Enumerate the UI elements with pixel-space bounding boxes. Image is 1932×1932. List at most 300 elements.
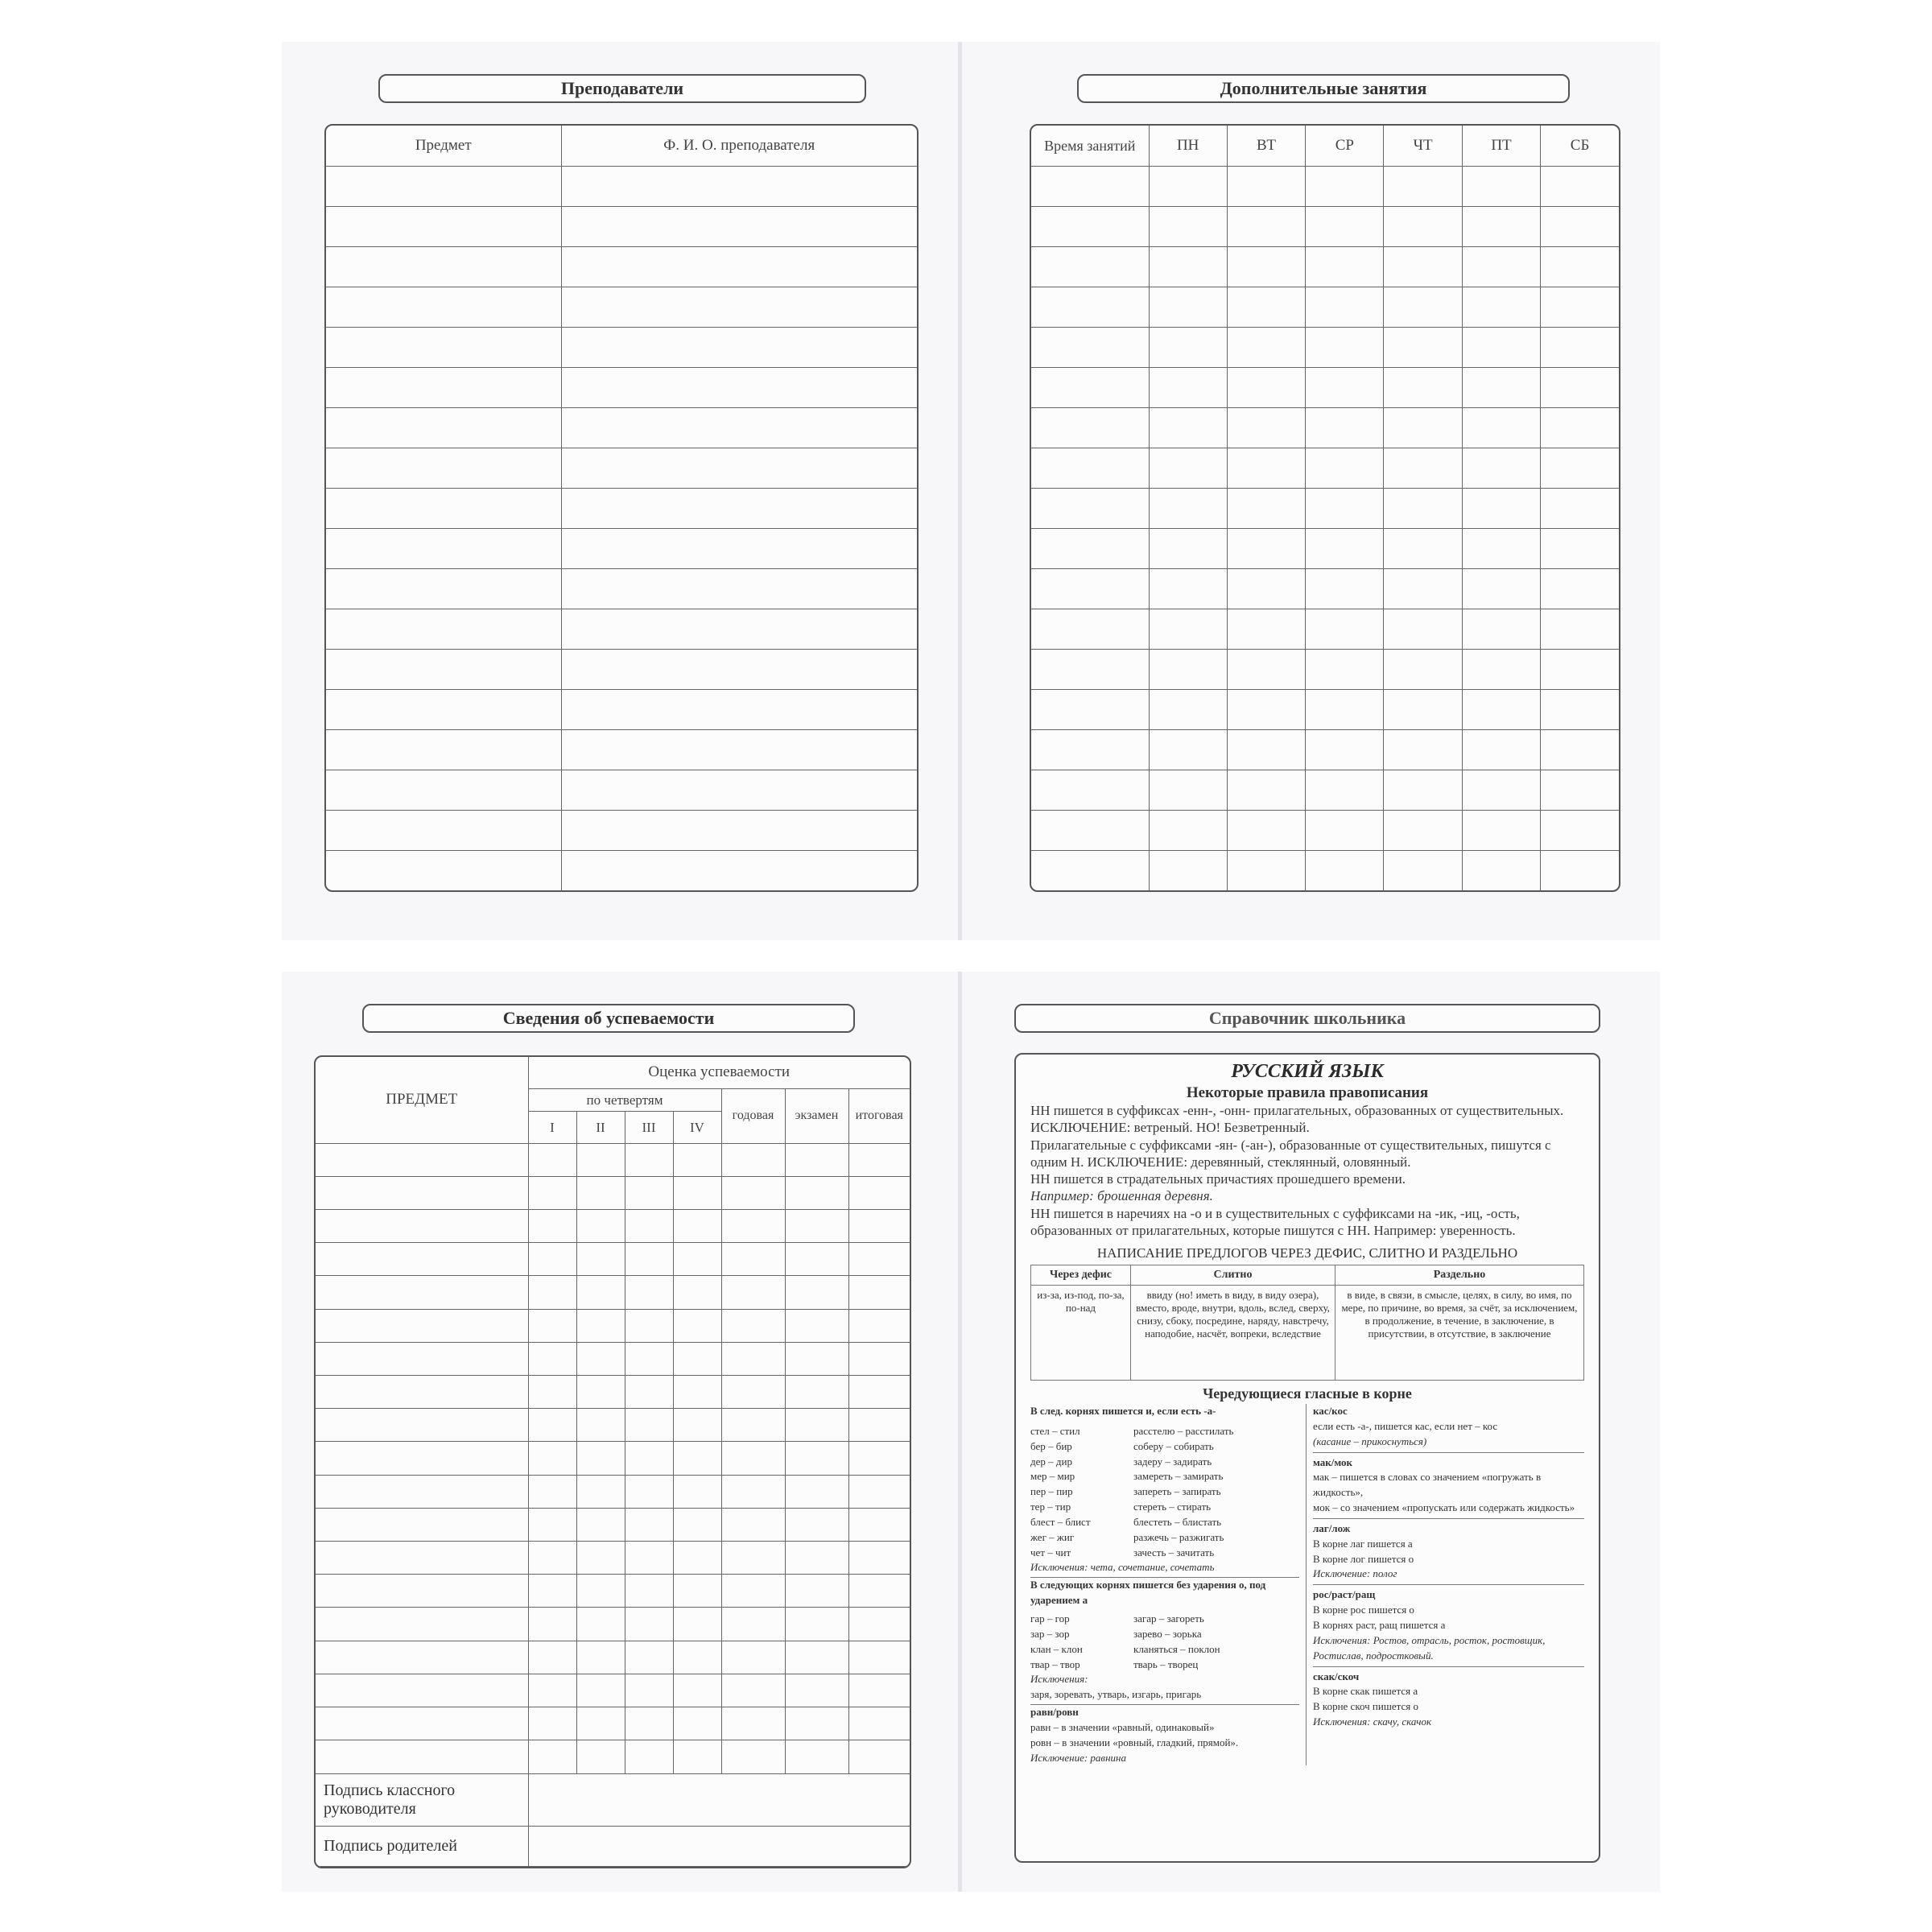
table-cell[interactable] bbox=[528, 1210, 576, 1243]
table-cell[interactable] bbox=[673, 1176, 721, 1209]
table-cell[interactable] bbox=[848, 1176, 910, 1209]
table-cell[interactable] bbox=[1462, 327, 1540, 367]
table-cell[interactable] bbox=[326, 206, 561, 246]
table-cell[interactable] bbox=[673, 1475, 721, 1508]
table-cell[interactable] bbox=[528, 1176, 576, 1209]
table-cell[interactable] bbox=[721, 1575, 785, 1608]
table-cell[interactable] bbox=[721, 1674, 785, 1707]
table-cell[interactable] bbox=[625, 1575, 673, 1608]
table-cell[interactable] bbox=[625, 1442, 673, 1475]
table-cell[interactable] bbox=[1462, 287, 1540, 327]
table-cell[interactable] bbox=[1031, 206, 1149, 246]
table-cell[interactable] bbox=[673, 1243, 721, 1276]
table-cell[interactable] bbox=[326, 246, 561, 287]
table-cell[interactable] bbox=[721, 1309, 785, 1342]
table-cell[interactable] bbox=[1384, 448, 1462, 488]
table-cell[interactable] bbox=[721, 1608, 785, 1641]
table-cell[interactable] bbox=[528, 1143, 576, 1176]
table-cell[interactable] bbox=[1031, 729, 1149, 770]
table-cell[interactable] bbox=[848, 1674, 910, 1707]
table-cell[interactable] bbox=[1149, 407, 1227, 448]
table-cell[interactable] bbox=[561, 367, 917, 407]
table-cell[interactable] bbox=[721, 1210, 785, 1243]
table-cell[interactable] bbox=[1462, 528, 1540, 568]
table-cell[interactable] bbox=[1462, 407, 1540, 448]
table-cell[interactable] bbox=[316, 1210, 528, 1243]
table-cell[interactable] bbox=[1227, 528, 1305, 568]
table-cell[interactable] bbox=[576, 1309, 625, 1342]
table-cell[interactable] bbox=[528, 1542, 576, 1575]
table-cell[interactable] bbox=[576, 1542, 625, 1575]
table-cell[interactable] bbox=[1031, 850, 1149, 890]
table-cell[interactable] bbox=[1462, 568, 1540, 609]
table-cell[interactable] bbox=[316, 1674, 528, 1707]
table-cell[interactable] bbox=[1462, 729, 1540, 770]
table-cell[interactable] bbox=[1541, 568, 1619, 609]
table-cell[interactable] bbox=[848, 1740, 910, 1773]
table-cell[interactable] bbox=[673, 1143, 721, 1176]
sign-teacher-field[interactable] bbox=[528, 1773, 910, 1827]
table-cell[interactable] bbox=[1541, 729, 1619, 770]
table-cell[interactable] bbox=[1462, 367, 1540, 407]
table-cell[interactable] bbox=[1227, 327, 1305, 367]
table-cell[interactable] bbox=[1227, 367, 1305, 407]
table-cell[interactable] bbox=[1306, 810, 1384, 850]
table-cell[interactable] bbox=[326, 649, 561, 689]
table-cell[interactable] bbox=[1384, 367, 1462, 407]
table-cell[interactable] bbox=[625, 1740, 673, 1773]
table-cell[interactable] bbox=[1541, 166, 1619, 206]
table-cell[interactable] bbox=[1306, 166, 1384, 206]
table-cell[interactable] bbox=[1541, 407, 1619, 448]
table-cell[interactable] bbox=[576, 1342, 625, 1375]
table-cell[interactable] bbox=[1384, 246, 1462, 287]
table-cell[interactable] bbox=[528, 1740, 576, 1773]
table-cell[interactable] bbox=[785, 1309, 848, 1342]
table-cell[interactable] bbox=[1384, 850, 1462, 890]
table-cell[interactable] bbox=[1306, 327, 1384, 367]
table-cell[interactable] bbox=[1306, 649, 1384, 689]
table-cell[interactable] bbox=[721, 1342, 785, 1375]
table-cell[interactable] bbox=[1149, 287, 1227, 327]
table-cell[interactable] bbox=[1031, 810, 1149, 850]
table-cell[interactable] bbox=[848, 1641, 910, 1674]
table-cell[interactable] bbox=[1031, 407, 1149, 448]
table-cell[interactable] bbox=[1541, 609, 1619, 649]
table-cell[interactable] bbox=[848, 1475, 910, 1508]
table-cell[interactable] bbox=[561, 246, 917, 287]
table-cell[interactable] bbox=[1031, 287, 1149, 327]
table-cell[interactable] bbox=[1541, 287, 1619, 327]
table-cell[interactable] bbox=[721, 1409, 785, 1442]
table-cell[interactable] bbox=[316, 1143, 528, 1176]
table-cell[interactable] bbox=[625, 1641, 673, 1674]
table-cell[interactable] bbox=[326, 729, 561, 770]
table-cell[interactable] bbox=[625, 1707, 673, 1740]
table-cell[interactable] bbox=[326, 166, 561, 206]
table-cell[interactable] bbox=[576, 1409, 625, 1442]
table-cell[interactable] bbox=[1149, 770, 1227, 810]
table-cell[interactable] bbox=[1541, 448, 1619, 488]
table-cell[interactable] bbox=[1541, 810, 1619, 850]
table-cell[interactable] bbox=[316, 1608, 528, 1641]
table-cell[interactable] bbox=[1031, 689, 1149, 729]
table-cell[interactable] bbox=[1149, 327, 1227, 367]
table-cell[interactable] bbox=[1227, 568, 1305, 609]
table-cell[interactable] bbox=[1384, 206, 1462, 246]
table-cell[interactable] bbox=[326, 528, 561, 568]
table-cell[interactable] bbox=[326, 367, 561, 407]
table-cell[interactable] bbox=[528, 1309, 576, 1342]
table-cell[interactable] bbox=[721, 1740, 785, 1773]
table-cell[interactable] bbox=[1149, 528, 1227, 568]
table-cell[interactable] bbox=[785, 1707, 848, 1740]
table-cell[interactable] bbox=[528, 1442, 576, 1475]
table-cell[interactable] bbox=[561, 407, 917, 448]
table-cell[interactable] bbox=[785, 1674, 848, 1707]
table-cell[interactable] bbox=[316, 1575, 528, 1608]
table-cell[interactable] bbox=[785, 1176, 848, 1209]
table-cell[interactable] bbox=[576, 1641, 625, 1674]
table-cell[interactable] bbox=[1306, 850, 1384, 890]
table-cell[interactable] bbox=[1227, 649, 1305, 689]
table-cell[interactable] bbox=[1462, 850, 1540, 890]
table-cell[interactable] bbox=[625, 1674, 673, 1707]
table-cell[interactable] bbox=[625, 1608, 673, 1641]
table-cell[interactable] bbox=[721, 1276, 785, 1309]
table-cell[interactable] bbox=[721, 1707, 785, 1740]
table-cell[interactable] bbox=[1031, 367, 1149, 407]
table-cell[interactable] bbox=[848, 1276, 910, 1309]
table-cell[interactable] bbox=[1462, 488, 1540, 528]
table-cell[interactable] bbox=[1462, 246, 1540, 287]
table-cell[interactable] bbox=[326, 488, 561, 528]
table-cell[interactable] bbox=[1306, 689, 1384, 729]
table-cell[interactable] bbox=[1541, 246, 1619, 287]
table-cell[interactable] bbox=[1541, 488, 1619, 528]
table-cell[interactable] bbox=[1384, 770, 1462, 810]
table-cell[interactable] bbox=[316, 1442, 528, 1475]
table-cell[interactable] bbox=[1149, 810, 1227, 850]
table-cell[interactable] bbox=[561, 448, 917, 488]
table-cell[interactable] bbox=[848, 1508, 910, 1541]
table-cell[interactable] bbox=[326, 770, 561, 810]
table-cell[interactable] bbox=[561, 729, 917, 770]
table-cell[interactable] bbox=[625, 1143, 673, 1176]
table-cell[interactable] bbox=[326, 407, 561, 448]
table-cell[interactable] bbox=[576, 1575, 625, 1608]
table-cell[interactable] bbox=[785, 1475, 848, 1508]
table-cell[interactable] bbox=[561, 166, 917, 206]
table-cell[interactable] bbox=[528, 1508, 576, 1541]
table-cell[interactable] bbox=[528, 1475, 576, 1508]
table-cell[interactable] bbox=[561, 327, 917, 367]
table-cell[interactable] bbox=[1031, 528, 1149, 568]
table-cell[interactable] bbox=[1384, 729, 1462, 770]
table-cell[interactable] bbox=[316, 1243, 528, 1276]
table-cell[interactable] bbox=[576, 1707, 625, 1740]
table-cell[interactable] bbox=[1462, 166, 1540, 206]
table-cell[interactable] bbox=[561, 206, 917, 246]
table-cell[interactable] bbox=[848, 1542, 910, 1575]
table-cell[interactable] bbox=[528, 1276, 576, 1309]
table-cell[interactable] bbox=[1227, 488, 1305, 528]
table-cell[interactable] bbox=[673, 1442, 721, 1475]
table-cell[interactable] bbox=[721, 1442, 785, 1475]
table-cell[interactable] bbox=[673, 1542, 721, 1575]
table-cell[interactable] bbox=[316, 1641, 528, 1674]
table-cell[interactable] bbox=[1306, 609, 1384, 649]
table-cell[interactable] bbox=[316, 1309, 528, 1342]
table-cell[interactable] bbox=[1306, 367, 1384, 407]
table-cell[interactable] bbox=[576, 1608, 625, 1641]
table-cell[interactable] bbox=[1306, 287, 1384, 327]
table-cell[interactable] bbox=[1462, 649, 1540, 689]
table-cell[interactable] bbox=[1149, 448, 1227, 488]
table-cell[interactable] bbox=[1384, 166, 1462, 206]
table-cell[interactable] bbox=[1031, 166, 1149, 206]
table-cell[interactable] bbox=[673, 1575, 721, 1608]
table-cell[interactable] bbox=[561, 649, 917, 689]
table-cell[interactable] bbox=[1227, 206, 1305, 246]
table-cell[interactable] bbox=[326, 850, 561, 890]
table-cell[interactable] bbox=[576, 1143, 625, 1176]
table-cell[interactable] bbox=[785, 1542, 848, 1575]
table-cell[interactable] bbox=[1541, 327, 1619, 367]
table-cell[interactable] bbox=[1306, 528, 1384, 568]
table-cell[interactable] bbox=[1306, 568, 1384, 609]
table-cell[interactable] bbox=[1541, 770, 1619, 810]
table-cell[interactable] bbox=[721, 1542, 785, 1575]
table-cell[interactable] bbox=[1306, 770, 1384, 810]
table-cell[interactable] bbox=[785, 1608, 848, 1641]
table-cell[interactable] bbox=[1227, 729, 1305, 770]
table-cell[interactable] bbox=[785, 1210, 848, 1243]
table-cell[interactable] bbox=[1462, 770, 1540, 810]
table-cell[interactable] bbox=[1306, 407, 1384, 448]
table-cell[interactable] bbox=[673, 1707, 721, 1740]
table-cell[interactable] bbox=[1384, 609, 1462, 649]
table-cell[interactable] bbox=[1149, 246, 1227, 287]
table-cell[interactable] bbox=[625, 1342, 673, 1375]
table-cell[interactable] bbox=[1306, 488, 1384, 528]
table-cell[interactable] bbox=[721, 1508, 785, 1541]
table-cell[interactable] bbox=[576, 1475, 625, 1508]
table-cell[interactable] bbox=[576, 1674, 625, 1707]
table-cell[interactable] bbox=[1031, 609, 1149, 649]
table-cell[interactable] bbox=[561, 488, 917, 528]
table-cell[interactable] bbox=[1149, 850, 1227, 890]
table-cell[interactable] bbox=[576, 1276, 625, 1309]
table-cell[interactable] bbox=[848, 1707, 910, 1740]
table-cell[interactable] bbox=[1031, 649, 1149, 689]
table-cell[interactable] bbox=[1462, 689, 1540, 729]
table-cell[interactable] bbox=[848, 1342, 910, 1375]
table-cell[interactable] bbox=[673, 1641, 721, 1674]
table-cell[interactable] bbox=[721, 1376, 785, 1409]
table-cell[interactable] bbox=[1031, 327, 1149, 367]
table-cell[interactable] bbox=[561, 287, 917, 327]
table-cell[interactable] bbox=[576, 1243, 625, 1276]
table-cell[interactable] bbox=[576, 1508, 625, 1541]
table-cell[interactable] bbox=[528, 1707, 576, 1740]
table-cell[interactable] bbox=[1031, 448, 1149, 488]
table-cell[interactable] bbox=[848, 1608, 910, 1641]
table-cell[interactable] bbox=[1462, 810, 1540, 850]
table-cell[interactable] bbox=[1306, 246, 1384, 287]
table-cell[interactable] bbox=[785, 1575, 848, 1608]
table-cell[interactable] bbox=[576, 1442, 625, 1475]
table-cell[interactable] bbox=[316, 1376, 528, 1409]
table-cell[interactable] bbox=[785, 1243, 848, 1276]
table-cell[interactable] bbox=[1541, 367, 1619, 407]
table-cell[interactable] bbox=[326, 609, 561, 649]
table-cell[interactable] bbox=[316, 1707, 528, 1740]
table-cell[interactable] bbox=[673, 1674, 721, 1707]
table-cell[interactable] bbox=[528, 1243, 576, 1276]
table-cell[interactable] bbox=[576, 1376, 625, 1409]
table-cell[interactable] bbox=[673, 1508, 721, 1541]
table-cell[interactable] bbox=[1306, 448, 1384, 488]
table-cell[interactable] bbox=[673, 1342, 721, 1375]
table-cell[interactable] bbox=[561, 850, 917, 890]
table-cell[interactable] bbox=[785, 1342, 848, 1375]
table-cell[interactable] bbox=[1227, 166, 1305, 206]
table-cell[interactable] bbox=[326, 689, 561, 729]
table-cell[interactable] bbox=[576, 1210, 625, 1243]
table-cell[interactable] bbox=[848, 1442, 910, 1475]
table-cell[interactable] bbox=[848, 1409, 910, 1442]
table-cell[interactable] bbox=[848, 1376, 910, 1409]
table-cell[interactable] bbox=[721, 1143, 785, 1176]
table-cell[interactable] bbox=[576, 1740, 625, 1773]
table-cell[interactable] bbox=[721, 1475, 785, 1508]
table-cell[interactable] bbox=[785, 1740, 848, 1773]
table-cell[interactable] bbox=[528, 1342, 576, 1375]
table-cell[interactable] bbox=[326, 568, 561, 609]
table-cell[interactable] bbox=[1149, 568, 1227, 609]
table-cell[interactable] bbox=[561, 810, 917, 850]
table-cell[interactable] bbox=[326, 448, 561, 488]
table-cell[interactable] bbox=[1462, 609, 1540, 649]
table-cell[interactable] bbox=[528, 1376, 576, 1409]
table-cell[interactable] bbox=[561, 528, 917, 568]
table-cell[interactable] bbox=[1031, 568, 1149, 609]
table-cell[interactable] bbox=[561, 689, 917, 729]
table-cell[interactable] bbox=[1227, 287, 1305, 327]
table-cell[interactable] bbox=[625, 1276, 673, 1309]
table-cell[interactable] bbox=[721, 1176, 785, 1209]
table-cell[interactable] bbox=[528, 1641, 576, 1674]
table-cell[interactable] bbox=[561, 609, 917, 649]
table-cell[interactable] bbox=[1541, 689, 1619, 729]
table-cell[interactable] bbox=[1462, 206, 1540, 246]
table-cell[interactable] bbox=[673, 1409, 721, 1442]
table-cell[interactable] bbox=[848, 1143, 910, 1176]
table-cell[interactable] bbox=[848, 1309, 910, 1342]
table-cell[interactable] bbox=[721, 1243, 785, 1276]
table-cell[interactable] bbox=[528, 1575, 576, 1608]
table-cell[interactable] bbox=[1149, 689, 1227, 729]
table-cell[interactable] bbox=[1541, 649, 1619, 689]
table-cell[interactable] bbox=[673, 1309, 721, 1342]
table-cell[interactable] bbox=[1227, 850, 1305, 890]
table-cell[interactable] bbox=[316, 1176, 528, 1209]
table-cell[interactable] bbox=[1149, 729, 1227, 770]
table-cell[interactable] bbox=[528, 1409, 576, 1442]
table-cell[interactable] bbox=[785, 1508, 848, 1541]
table-cell[interactable] bbox=[316, 1342, 528, 1375]
table-cell[interactable] bbox=[1541, 206, 1619, 246]
table-cell[interactable] bbox=[528, 1608, 576, 1641]
table-cell[interactable] bbox=[1149, 367, 1227, 407]
sign-parents-field[interactable] bbox=[528, 1827, 910, 1867]
table-cell[interactable] bbox=[625, 1409, 673, 1442]
table-cell[interactable] bbox=[326, 810, 561, 850]
table-cell[interactable] bbox=[625, 1376, 673, 1409]
table-cell[interactable] bbox=[1384, 528, 1462, 568]
table-cell[interactable] bbox=[785, 1376, 848, 1409]
table-cell[interactable] bbox=[848, 1243, 910, 1276]
table-cell[interactable] bbox=[848, 1575, 910, 1608]
table-cell[interactable] bbox=[1384, 568, 1462, 609]
table-cell[interactable] bbox=[1149, 166, 1227, 206]
table-cell[interactable] bbox=[561, 568, 917, 609]
table-cell[interactable] bbox=[316, 1740, 528, 1773]
table-cell[interactable] bbox=[316, 1409, 528, 1442]
table-cell[interactable] bbox=[1227, 246, 1305, 287]
table-cell[interactable] bbox=[1306, 206, 1384, 246]
table-cell[interactable] bbox=[1149, 609, 1227, 649]
table-cell[interactable] bbox=[721, 1641, 785, 1674]
table-cell[interactable] bbox=[673, 1376, 721, 1409]
table-cell[interactable] bbox=[316, 1475, 528, 1508]
table-cell[interactable] bbox=[625, 1508, 673, 1541]
table-cell[interactable] bbox=[1031, 770, 1149, 810]
table-cell[interactable] bbox=[326, 327, 561, 367]
table-cell[interactable] bbox=[1227, 689, 1305, 729]
table-cell[interactable] bbox=[1384, 407, 1462, 448]
table-cell[interactable] bbox=[625, 1243, 673, 1276]
table-cell[interactable] bbox=[1384, 689, 1462, 729]
table-cell[interactable] bbox=[785, 1409, 848, 1442]
table-cell[interactable] bbox=[673, 1276, 721, 1309]
table-cell[interactable] bbox=[625, 1542, 673, 1575]
table-cell[interactable] bbox=[1384, 327, 1462, 367]
table-cell[interactable] bbox=[528, 1674, 576, 1707]
table-cell[interactable] bbox=[1384, 810, 1462, 850]
table-cell[interactable] bbox=[326, 287, 561, 327]
table-cell[interactable] bbox=[625, 1210, 673, 1243]
table-cell[interactable] bbox=[561, 770, 917, 810]
table-cell[interactable] bbox=[1541, 528, 1619, 568]
table-cell[interactable] bbox=[625, 1176, 673, 1209]
table-cell[interactable] bbox=[1149, 206, 1227, 246]
table-cell[interactable] bbox=[625, 1475, 673, 1508]
table-cell[interactable] bbox=[785, 1276, 848, 1309]
table-cell[interactable] bbox=[1227, 609, 1305, 649]
table-cell[interactable] bbox=[1227, 407, 1305, 448]
table-cell[interactable] bbox=[1031, 488, 1149, 528]
table-cell[interactable] bbox=[785, 1641, 848, 1674]
table-cell[interactable] bbox=[1462, 448, 1540, 488]
table-cell[interactable] bbox=[1149, 649, 1227, 689]
table-cell[interactable] bbox=[673, 1210, 721, 1243]
table-cell[interactable] bbox=[673, 1740, 721, 1773]
table-cell[interactable] bbox=[1031, 246, 1149, 287]
table-cell[interactable] bbox=[1384, 488, 1462, 528]
table-cell[interactable] bbox=[1227, 770, 1305, 810]
